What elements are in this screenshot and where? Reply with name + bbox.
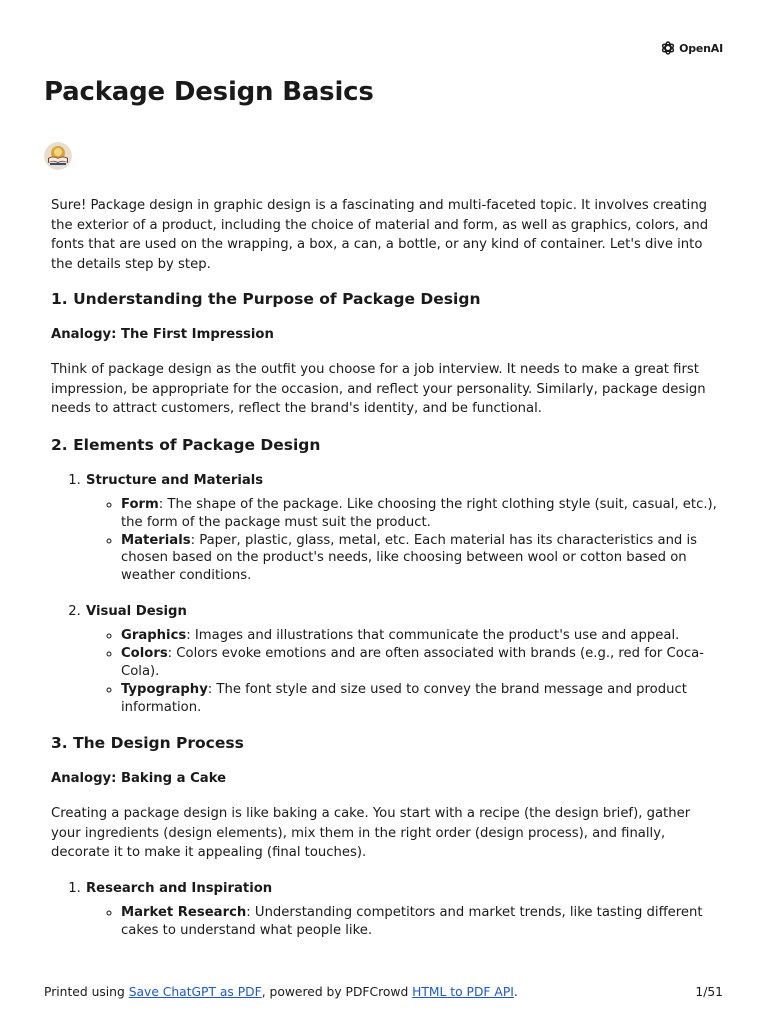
bullet-item	[121, 532, 723, 585]
save-chatgpt-link[interactable]: Save ChatGPT as PDF	[128, 985, 262, 999]
footer-suffix: .	[513, 985, 518, 999]
section-3-subheading: Analogy: Baking a Cake	[51, 771, 227, 787]
book-avatar-icon	[44, 142, 72, 170]
list-item-title: Research and Inspiration	[86, 880, 273, 896]
page-title: Package Design Basics	[44, 77, 374, 107]
section-1-heading: 1. Understanding the Purpose of Package Design	[51, 290, 481, 308]
section-3-body: Creating a package design is like baking a cake. You start with a recipe (the design brief), gather your ingredients (design elements), mix them in the right order (design process), and finally, decorate it to make it appealing (final touches).	[51, 806, 691, 861]
bullet-list	[86, 627, 723, 716]
bullet-text: : The shape of the package. Like choosing the right clothing style (suit, casual, etc.), the form of the package must suit the product.	[121, 497, 717, 530]
intro-paragraph: Sure! Package design in graphic design is a fascinating and multi-faceted topic. It involves creating the exterior of a product, including the choice of material and form, as well as graphics, colors, and fonts that are used on the wrapping, a box, a can, a bottle, or any kind of container. Let's dive into the details step by step.	[51, 198, 709, 272]
bullet-text: : The font style and size used to convey the brand message and product information.	[121, 681, 687, 715]
bullet-item	[121, 645, 723, 681]
list-item	[85, 879, 723, 940]
section-3-heading: 3. The Design Process	[51, 734, 244, 753]
logo-text: OpenAI	[679, 41, 723, 55]
list-item	[85, 602, 723, 716]
footer	[44, 985, 723, 999]
section-1-subheading: Analogy: The First Impression	[51, 327, 274, 342]
content	[51, 196, 723, 957]
section-2-list	[51, 471, 723, 717]
list-item-title: Structure and Materials	[86, 472, 264, 488]
bullet-term: Typography	[121, 681, 208, 697]
bullet-item	[121, 904, 723, 940]
openai-logo	[660, 40, 723, 56]
list-item-title: Visual Design	[86, 603, 187, 619]
bullet-list	[86, 496, 723, 585]
bullet-text: : Colors evoke emotions and are often associated with brands (e.g., red for Coca-Cola).	[121, 646, 704, 680]
footer-middle: , powered by PDFCrowd	[261, 985, 413, 999]
page-number: 1/51	[695, 985, 723, 999]
bullet-text: : Images and illustrations that communicate the product's use and appeal.	[186, 628, 680, 644]
bullet-term: Materials	[121, 532, 191, 548]
html-to-pdf-link[interactable]: HTML to PDF API	[412, 985, 514, 999]
avatar	[44, 142, 72, 170]
bullet-item	[121, 627, 723, 645]
section-2-heading: 2. Elements of Package Design	[51, 435, 321, 454]
bullet-term: Graphics	[121, 628, 187, 644]
section-3-list	[51, 879, 723, 940]
bullet-term: Colors	[121, 646, 168, 662]
bullet-item	[121, 681, 723, 717]
openai-knot-icon	[660, 40, 676, 56]
footer-credit	[44, 985, 518, 999]
section-1-body: Think of package design as the outfit you choose for a job interview. It needs to make a great first impression, be appropriate for the occasion, and reflect your personality. Similarly, package design needs to attract customers, reflect the brand's identity, and be functional.	[51, 362, 706, 416]
footer-prefix: Printed using	[44, 985, 129, 999]
bullet-term: Form	[121, 497, 159, 512]
bullet-list	[86, 904, 723, 940]
bullet-item	[121, 496, 723, 532]
list-item	[85, 471, 723, 585]
bullet-term: Market Research	[121, 905, 247, 921]
bullet-text: : Paper, plastic, glass, metal, etc. Each material has its characteristics and is chosen based on the product's needs, like choosing between wool or cotton based on weather conditions.	[121, 532, 698, 584]
bullet-text: : Understanding competitors and market trends, like tasting different cakes to understand what people like.	[121, 905, 703, 939]
